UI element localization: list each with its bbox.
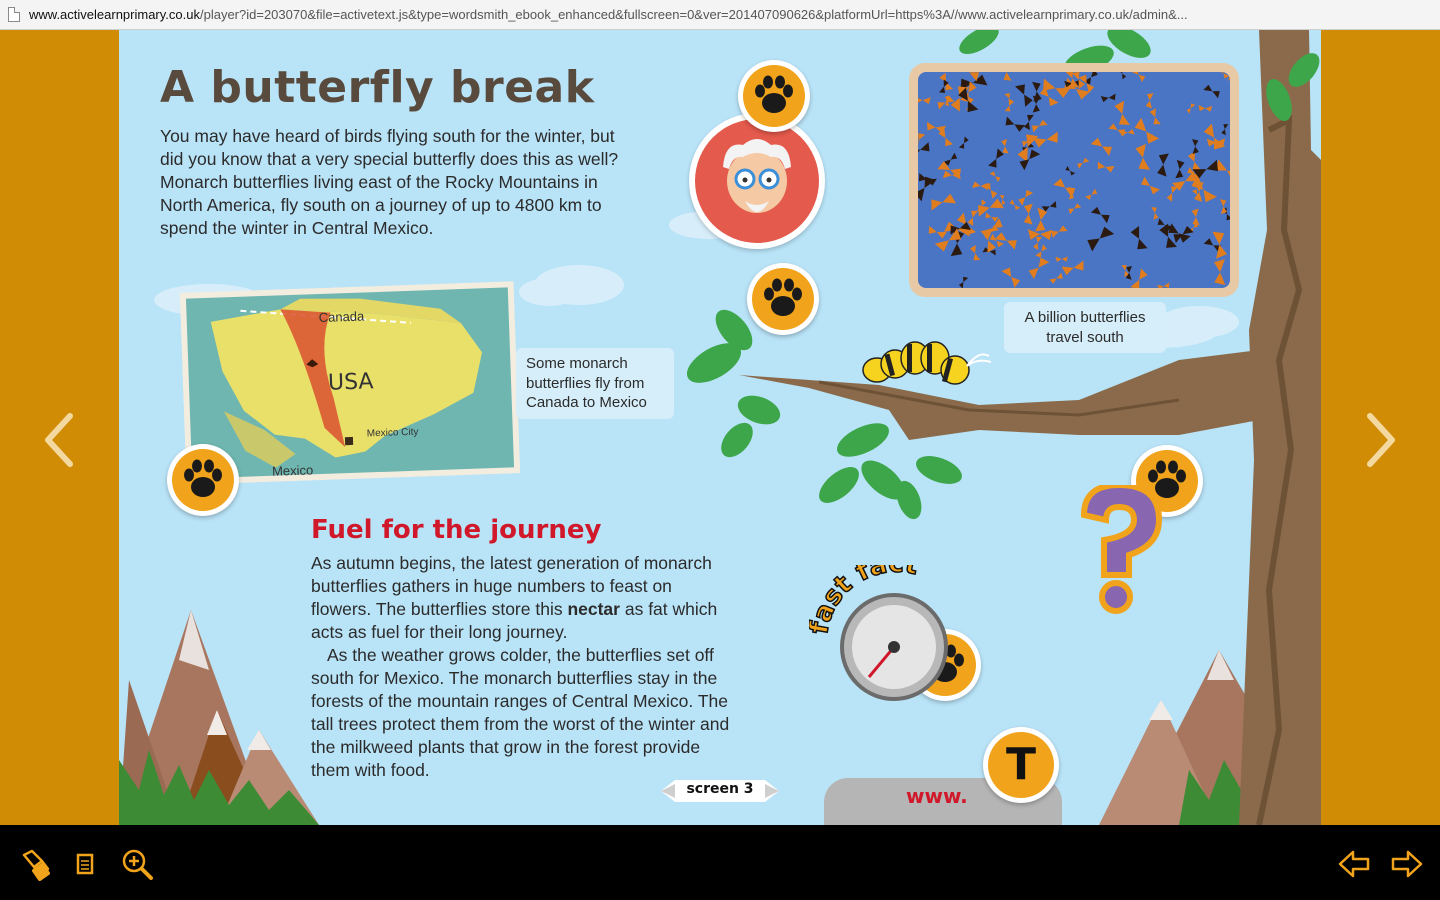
question-mark-icon[interactable]	[1064, 485, 1174, 615]
paw-button-photo[interactable]	[747, 263, 819, 335]
zoom-button[interactable]	[120, 847, 154, 881]
back-button[interactable]	[1337, 847, 1371, 881]
notes-icon	[70, 847, 104, 881]
page-title: A butterfly break	[160, 62, 595, 113]
butterfly-photo-frame	[909, 63, 1239, 297]
paw-button-professor[interactable]	[738, 60, 810, 132]
chevron-right-icon	[1360, 410, 1400, 470]
teacher-button[interactable]: T	[983, 727, 1059, 803]
next-page-button[interactable]	[1360, 410, 1400, 470]
section-heading: Fuel for the journey	[311, 515, 602, 545]
fast-fact-label: ast fa t	[809, 565, 921, 627]
butterfly-swarm-photo	[918, 72, 1230, 288]
paw-icon	[180, 456, 226, 502]
body-paragraph-2: As the weather grows colder, the butterflies set off south for Mexico. The monarch butterflies stay in the forests of the mountain ranges of Central Mexico. The tall trees protect them from the worst of the winter and the milkweed plants that grow in the forest provide them with food.	[311, 645, 730, 780]
www-button[interactable]: www.	[824, 778, 1062, 825]
body-text	[311, 552, 731, 782]
reader-stage	[0, 30, 1440, 825]
url-text[interactable]: www.activelearnprimary.co.uk/player?id=203070&file=activetext.js&type=wordsmith_ebook_enhanced&fullscreen=0&ver=201407090626&platformUrl=https%3A//www.activelearnprimary.co.uk/admin&...	[29, 7, 1188, 22]
map-caption: Some monarch butterflies fly from Canada to Mexico	[516, 348, 674, 419]
browser-url-bar[interactable]	[0, 0, 1440, 30]
forward-button[interactable]	[1390, 847, 1424, 881]
professor-face-icon	[695, 119, 819, 243]
notes-button[interactable]	[70, 847, 104, 881]
map-label-mexico: Mexico	[271, 462, 314, 479]
highlighter-button[interactable]	[18, 847, 52, 881]
caterpillar-illustration	[859, 330, 1009, 400]
intro-paragraph: You may have heard of birds flying south for the winter, but did you know that a very special butterfly does this as well? Monarch butterflies living east of the Rocky Mountains in North America, fly south on a journey of up to 4800 km to spend the winter in Central Mexico.	[160, 126, 619, 238]
forward-arrow-icon	[1390, 847, 1424, 881]
highlighter-icon	[18, 847, 52, 881]
map-label-usa: USA	[327, 369, 374, 396]
body-paragraph-1: As autumn begins, the latest generation of monarch butterflies gathers in huge numbers to feast on flowers. The butterflies store this nectar as fat which acts as fuel for their long journey.	[311, 553, 718, 642]
fast-fact-button[interactable]	[809, 565, 979, 705]
reader-toolbar	[0, 825, 1440, 900]
chevron-left-icon	[40, 410, 80, 470]
paw-icon	[751, 72, 797, 118]
back-arrow-icon	[1337, 847, 1371, 881]
screen-number-label: screen 3	[661, 778, 779, 804]
zoom-in-icon	[120, 847, 154, 881]
fast-fact-gauge-icon	[809, 565, 979, 705]
paw-button-map[interactable]	[167, 444, 239, 516]
north-america-map	[180, 281, 520, 485]
photo-caption: A billion butterflies travel south	[1004, 302, 1166, 353]
map-label-canada: Canada	[318, 308, 365, 326]
map-image	[180, 281, 520, 485]
page-icon	[8, 7, 20, 22]
glossary-word-nectar[interactable]: nectar	[567, 599, 620, 619]
map-label-mexico-city: Mexico City	[366, 426, 419, 440]
professor-character-button[interactable]	[689, 113, 825, 249]
previous-page-button[interactable]	[40, 410, 80, 470]
ebook-page	[119, 30, 1321, 825]
paw-icon	[760, 275, 806, 321]
